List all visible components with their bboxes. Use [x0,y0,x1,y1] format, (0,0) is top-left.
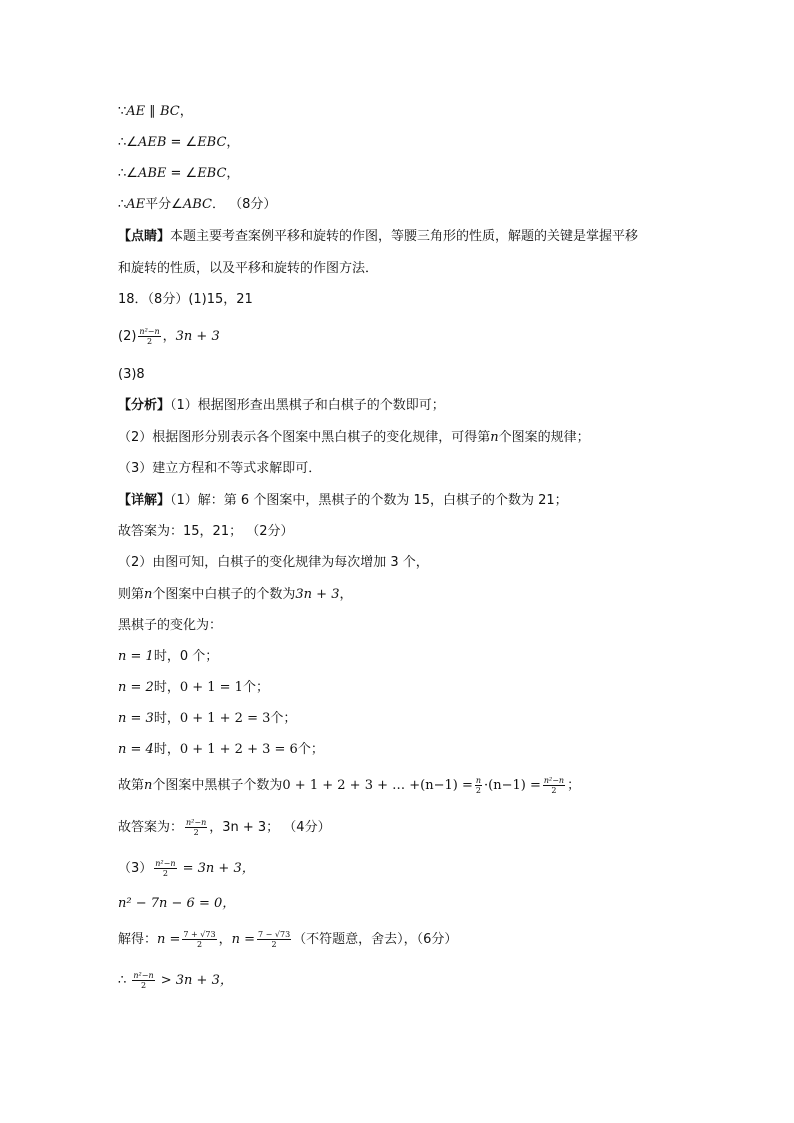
math-text: n = 4 [118,742,154,757]
math-text: BC [159,104,180,119]
punctuation: ， [339,587,353,602]
fraction: $\frac{\text{n²−n}}{2}$ [155,859,176,878]
xiangjie-line-5 [118,616,222,636]
math-text: n = 2 [118,680,154,695]
therefore-angle: ∴∠ [118,166,138,181]
math-text: n [490,430,499,445]
equals-angle: = ∠ [166,135,198,150]
paragraph-text: 解得： [118,932,158,947]
math-text: ·(n−1) = [484,778,541,793]
parallel-symbol: ∥ [145,104,160,119]
math-text: EBC [197,135,227,150]
math-text: AEB [137,135,167,150]
math-text: n = [231,932,255,947]
question-18-part-2-answer [118,327,220,347]
punctuation: ， [179,104,193,119]
math-text: > 3n + 3， [156,973,233,988]
punctuation: ， [226,135,240,150]
math-text: ABE [137,166,167,181]
paragraph-text: 故答案为： [118,820,184,835]
case-n2 [118,678,269,698]
paragraph-text: （2）由图可知，白棋子的变化规律为每次增加 3 个， [118,555,429,570]
line-ae-bisects [118,195,276,215]
part-label: （3） [118,861,153,876]
math-text: AE [126,104,146,119]
paragraph-text: （不符题意，舍去），（6分） [293,932,458,947]
math-text: 0 + 1 = 1 [179,680,243,695]
xiangjie-line-2 [118,522,294,542]
math-text: n [144,778,153,793]
math-text: ABC [182,197,212,212]
paragraph-text: （2）根据图形分别表示各个图案中黑白棋子的变化规律，可得第 [118,430,491,445]
fraction: $\frac{\text{n²−n}}{2}$ [133,971,154,990]
section-tag: 【详解】 [118,493,171,508]
score-note: ． （8分） [211,197,277,212]
fenxi-line-3 [118,459,321,479]
xiangjie-line-4 [118,585,353,605]
question-18-part-3-answer [118,365,145,385]
paragraph-text: 故答案为：15，21； （2分） [118,524,294,539]
paragraph-text: ，3n + 3； （4分） [209,820,331,835]
paragraph-text: 时， [153,742,180,757]
math-text: n² − 7n − 6 = 0， [118,896,236,911]
fraction: $\frac{7 - √73}{2}$ [258,930,291,949]
text: 平分∠ [145,197,183,212]
question-18-heading [118,290,253,310]
part-label: (2) [118,329,137,344]
math-text: 0 + 1 + 2 + 3 = 6 [179,742,298,757]
math-text: 0 + 1 + 2 = 3 [179,711,271,726]
fenxi-line-2 [118,428,590,448]
paragraph-text: 时， [153,711,180,726]
dianjing-line-2 [118,259,378,279]
line-angle-abe [118,164,239,184]
paragraph-text: 黑棋子的变化为： [118,618,223,633]
part-3-equation-line [118,859,255,879]
math-text: 0 + 1 + 2 + 3 + … +(n−1) = [282,778,473,793]
paragraph-text: 本题主要考查案例平移和旋转的作图，等腰三角形的性质，解题的关键是掌握平移 [170,229,639,244]
xiangjie-line-1 [118,491,568,511]
paragraph-text: 个图案中白棋子的个数为 [152,587,296,602]
punctuation: ， [162,329,176,344]
math-text: 3n + 3 [295,587,340,602]
dianjing-line-1 [118,227,638,247]
paragraph-text: 个图案中黑棋子个数为 [152,778,283,793]
paragraph-text: 个； [297,742,324,757]
xiangjie-line-3 [118,553,429,573]
quadratic-equation-line [118,894,235,914]
fraction: $\frac{n}{2}$ [475,776,482,795]
case-n1 [118,647,218,667]
fenxi-line-1 [118,396,445,416]
part-label: (3)8 [118,367,145,382]
equals-angle: = ∠ [166,166,198,181]
paragraph-text: 时，0 个； [153,649,219,664]
solution-line [118,930,457,950]
paragraph-text: 故第 [118,778,145,793]
section-tag: 【点睛】 [118,229,171,244]
math-text: = 3n + 3， [178,861,255,876]
inequality-line [118,971,233,991]
paragraph-text: 和旋转的性质，以及平移和旋转的作图方法． [118,261,379,276]
case-n3 [118,709,296,729]
therefore-symbol: ∴ [118,197,127,212]
line-ae-parallel-bc [118,102,193,122]
case-n4 [118,740,324,760]
therefore-angle: ∴∠ [118,135,138,150]
math-text: n = [157,932,181,947]
paragraph-text: （3）建立方程和不等式求解即可． [118,461,322,476]
fraction: $\frac{\text{n²−n}}{2}$ [186,818,207,837]
section-tag: 【分析】 [118,398,171,413]
paragraph-text: 则第 [118,587,145,602]
punctuation: ， [226,166,240,181]
line-angle-aeb [118,133,239,153]
general-formula-line [118,776,580,796]
therefore-symbol: ∴ [118,973,131,988]
question-heading: 18．（8分）(1)15，21 [118,292,253,307]
math-text: EBC [197,166,227,181]
math-text: n = 1 [118,649,154,664]
answer-part-2-line [118,818,331,838]
punctuation: ； [567,778,581,793]
paragraph-text: （1）解：第 6 个图案中，黑棋子的个数为 15，白棋子的个数为 21； [170,493,568,508]
punctuation: ， [218,932,232,947]
paragraph-text: （1）根据图形查出黑棋子和白棋子的个数即可； [170,398,445,413]
fraction: $\frac{7 + √73}{2}$ [183,930,216,949]
math-text: AE [126,197,146,212]
fraction: $\frac{\text{n²−n}}{2}$ [543,776,565,795]
paragraph-text: 个图案的规律； [498,430,590,445]
paragraph-text: 时， [153,680,180,695]
math-text: n = 3 [118,711,154,726]
math-text: 3n + 3 [175,329,220,344]
fraction: $\frac{\text{n²−n}}{2}$ [139,327,160,346]
paragraph-text: 个； [242,680,269,695]
paragraph-text: 个； [270,711,297,726]
because-symbol: ∵ [118,104,127,119]
math-text: n [144,587,153,602]
